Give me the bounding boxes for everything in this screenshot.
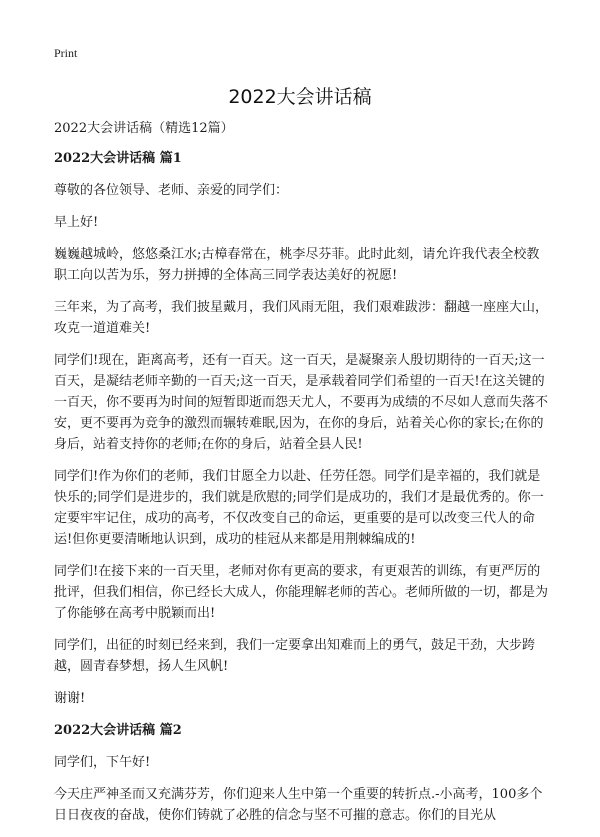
paragraph: 同学们!现在，距离高考，还有一百天。这一百天，是凝聚亲人殷切期待的一百天;这一百天，是凝结老师辛勤的一百天;这一百天，是承载着同学们希望的一百天!在这关键的一百天，你不要再为时间的短暂即逝而怨天尤人，不要再为成绩的不尽如人意而失落不安，更不要再为竞争的激烈而辗转难眠,因为，在你的身后，站着关心你的家长;在你的身后，站着支持你的老师;在你的身后，站着全县人民! xyxy=(54,353,549,452)
paragraph: 谢谢! xyxy=(54,691,86,706)
paragraph: 早上好! xyxy=(54,215,99,230)
paragraph: 同学们!作为你们的老师，我们甘愿全力以赴、任劳任怨。同学们是幸福的，我们就是快乐的;同学们是进步的，我们就是欣慰的;同学们是成功的，我们才是最优秀的。你一定要牢牢记住，成功的高考，不仅改变自己的命运，更重要的是可以改变三代人的命运!但你更要清晰地认识到，成功的桂冠从来都是用荆棘编成的! xyxy=(54,469,544,547)
paragraph: 巍巍越城岭，悠悠桑江水;古樟春常在，桃李尽芬菲。此时此刻，请允许我代表全校教职工向以苦为乐，努力拼搏的全体高三同学表达美好的祝愿! xyxy=(54,247,540,283)
section-heading: 2022大会讲话稿 篇2 xyxy=(54,723,182,738)
paragraph: 今天庄严神圣而又充满芬芳，你们迎来人生中第一个重要的转折点.-小高考，100多个日日夜夜的奋战，使你们铸就了必胜的信念与坚不可摧的意志。你们的目光从 xyxy=(54,787,543,823)
paragraph: 三年来，为了高考，我们披星戴月，我们风雨无阻，我们艰难跋涉：翻越一座座大山，攻克一道道难关! xyxy=(54,300,549,336)
paragraph: 同学们!在接下来的一百天里，老师对你有更高的要求，有更艰苦的训练，有更严厉的批评，但我们相信，你已经长大成人，你能理解老师的苦心。老师所做的一切，都是为了你能够在高考中脱颖而出! xyxy=(54,564,549,621)
section-heading: 2022大会讲话稿 篇1 xyxy=(54,151,182,166)
paragraph: 尊敬的各位领导、老师、亲爱的同学们： xyxy=(54,183,289,198)
paragraph: 同学们，下午好! xyxy=(54,755,151,770)
document-subtitle: 2022大会讲话稿（精选12篇） xyxy=(54,121,234,136)
paragraph: 同学们，出征的时刻已经来到，我们一定要拿出知难而上的勇气，鼓足干劲，大步跨越，圆青春梦想，扬人生风帆! xyxy=(54,638,536,674)
document-body xyxy=(54,118,552,837)
print-link[interactable]: Print xyxy=(54,46,78,60)
document-title: 2022大会讲话稿 xyxy=(228,86,372,108)
